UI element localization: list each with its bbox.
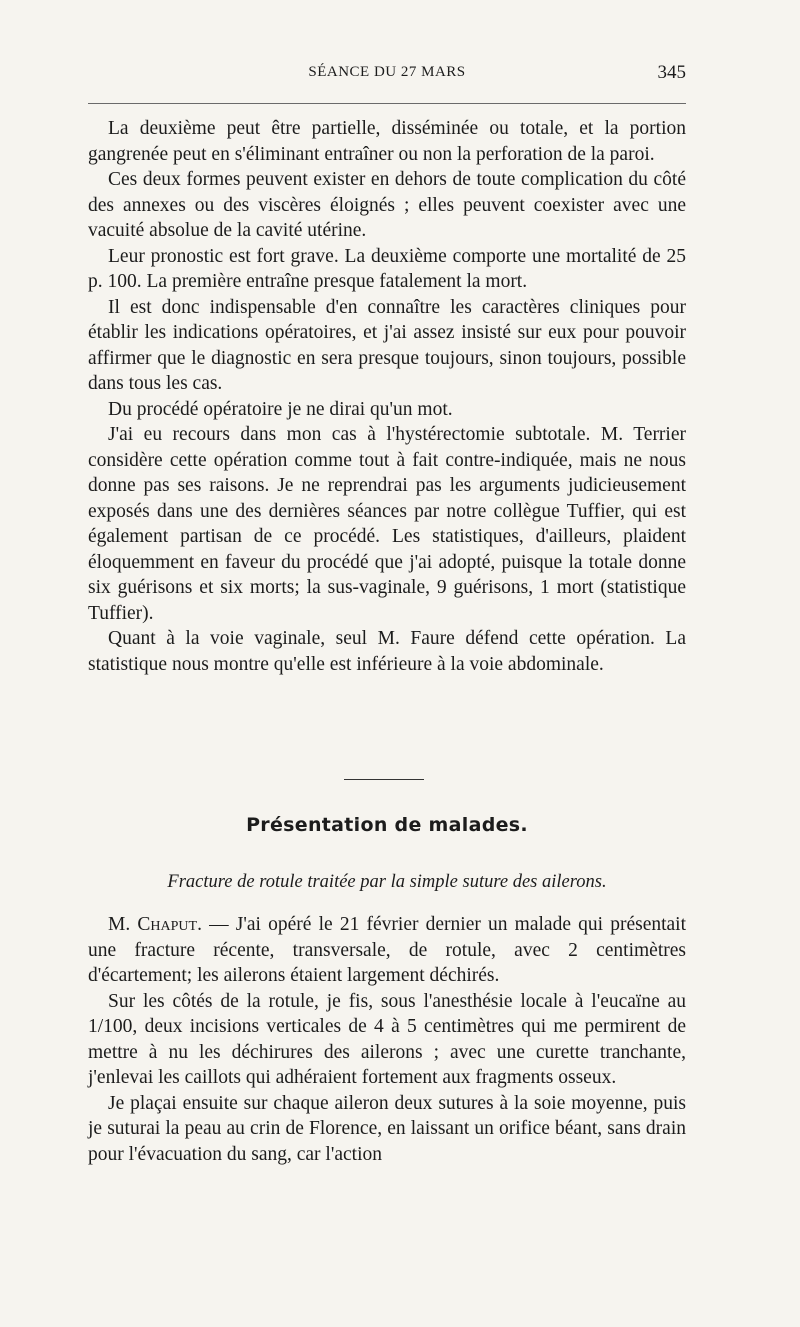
section-subtitle: Fracture de rotule traitée par la simple suture des ailerons. [167,872,607,892]
page-number: 345 [657,62,686,83]
paragraph: J'ai eu recours dans mon cas à l'hystérectomie subtotale. M. Terrier considère cette opération comme tout à fait contre-indiquée, mais ne nous donne pas ses raisons. Je ne reprendrai pas les arguments judicieusement exposés dans une des dernières séances par notre collègue Tuffier, qui est également partisan de ce procédé. Les statistiques, d'ailleurs, plaident éloquemment en faveur du procédé que j'ai adopté, puisque la totale donne six guérisons et six morts; la sus-vaginale, 9 guérisons, 1 mort (statistique Tuffier). [88,424,686,624]
speaker-prefix: M. [108,914,131,935]
running-title: SÉANCE DU 27 MARS [308,64,466,80]
paragraph: Il est donc indispensable d'en connaître les caractères cliniques pour établir les indications opératoires, et j'ai assez insisté sur eux pour pouvoir affirmer que le diagnostic en sera presque toujours, sinon toujours, possible dans tous les cas. [88,296,686,394]
speaker-dash: . — [197,914,229,935]
paragraph: Leur pronostic est fort grave. La deuxième comporte une mortalité de 25 p. 100. La première entraîne presque fatalement la mort. [88,245,686,292]
section-title: Présentation de malades. [246,814,528,836]
paragraph-text: J'ai opéré le 21 février dernier un malade qui présentait une fracture récente, transversale, de rotule, avec 2 centimètres d'écartement; les ailerons étaient largement déchirés. [88,914,687,986]
paragraph-with-speaker [88,912,686,989]
paragraph: La deuxième peut être partielle, disséminée ou totale, et la portion gangrenée peut en s'éliminant entraîner ou non la perforation de la paroi. [88,118,686,165]
paragraph: Quant à la voie vaginale, seul M. Faure défend cette opération. La statistique nous montre qu'elle est inférieure à la voie abdominale. [88,628,686,675]
section-separator [344,779,424,780]
body-text-top [88,116,686,677]
header-rule [88,103,686,104]
running-header [88,62,686,90]
paragraph: Du procédé opératoire je ne dirai qu'un mot. [108,398,453,420]
paragraph: Sur les côtés de la rotule, je fis, sous l'anesthésie locale à l'eucaïne au 1/100, deux incisions verticales de 4 à 5 centimètres qui me permirent de mettre à nu les déchirures des ailerons ; avec une curette tranchante, j'enlevai les caillots qui adhéraient fortement aux fragments osseux. [88,990,686,1088]
body-text-bottom [88,912,686,1167]
speaker-name: Chaput [137,914,198,935]
paragraph: Je plaçai ensuite sur chaque aileron deux sutures à la soie moyenne, puis je suturai la peau au crin de Florence, en laissant un orifice béant, sans drain pour l'évacuation du sang, car l'action [88,1092,686,1165]
paragraph: Ces deux formes peuvent exister en dehors de toute complication du côté des annexes ou des viscères éloignés ; elles peuvent coexister avec une vacuité absolue de la cavité utérine. [88,169,686,241]
